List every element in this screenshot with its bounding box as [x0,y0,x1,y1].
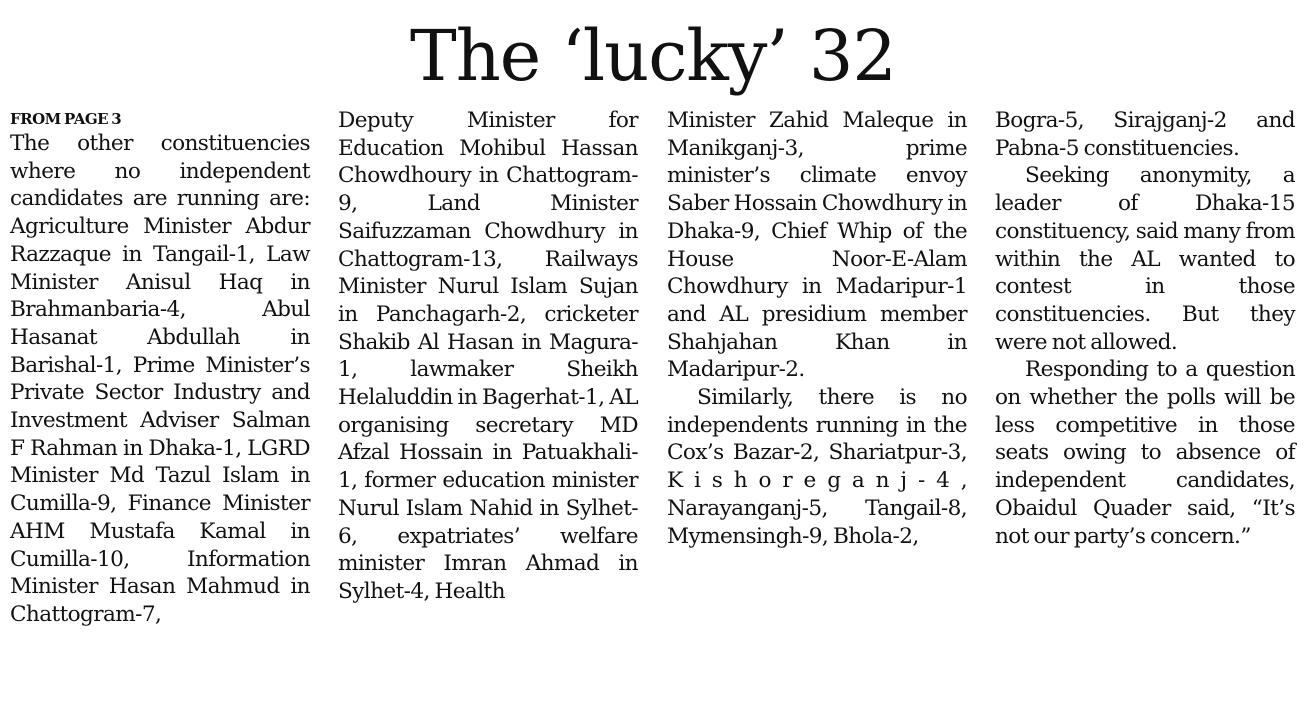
paragraph: Bogra-5, Sirajganj-2 and Pabna-5 constituencies. [995,108,1295,161]
paragraph: Similarly, there is no independents running in the Cox’s Bazar-2, Shariatpur-3, K i s h o r e g a n j - 4 , Narayanganj-5, Tangail-8, Mymensingh-9, Bhola-2, [667,385,967,549]
paragraph: Deputy Minister for Education Mohibul Hassan Chowdhoury in Chattogram-9, Land Minister Saifuzzaman Chowdhury in Chattogram-13, Railways Minister Nurul Islam Sujan in Panchagarh-2, cricketer Shakib Al Hasan in Magura-1, lawmaker Sheikh Helaluddin in Bagerhat-1, AL organising secretary MD Afzal Hossain in Patuakhali-1, former education minister Nurul Islam Nahid in Sylhet-6, expatriates’ welfare minister Imran Ahmad in Sylhet-4, Health [338,108,638,604]
kicker-from-page: FROM PAGE 3 [10,110,122,128]
article-column-4 [995,107,1295,550]
article-column-2 [338,107,638,606]
paragraph: Minister Zahid Maleque in Manikganj-3, prime minister’s climate envoy Saber Hossain Chowdhury in Dhaka-9, Chief Whip of the House Noor-E-Alam Chowdhury in Madaripur-1 and AL presidium member Shahjahan Khan in Madaripur-2. [667,108,967,383]
paragraph: The other constituencies where no independent candidates are running are: Agriculture Minister Abdur Razzaque in Tangail-1, Law Minister Anisul Haq in Brahmanbaria-4, Abul Hasanat Abdullah in Barishal-1, Prime Minister’s Private Sector Industry and Investment Adviser Salman F Rahman in Dhaka-1, LGRD Minister Md Tazul Islam in Cumilla-9, Finance Minister AHM Mustafa Kamal in Cumilla-10, Information Minister Hasan Mahmud in Chattogram-7, [10,131,310,627]
paragraph: Seeking anonymity, a leader of Dhaka-15 constituency, said many from within the AL wanted to contest in those constituencies. But they were not allowed. [995,163,1295,355]
headline: The ‘lucky’ 32 [410,15,896,97]
article-column-1 [10,108,310,629]
article-column-3 [667,107,967,550]
paragraph: Responding to a question on whether the polls will be less competitive in those seats owing to absence of independent candidates, Obaidul Quader said, “It’s not our party’s concern.” [995,357,1295,549]
